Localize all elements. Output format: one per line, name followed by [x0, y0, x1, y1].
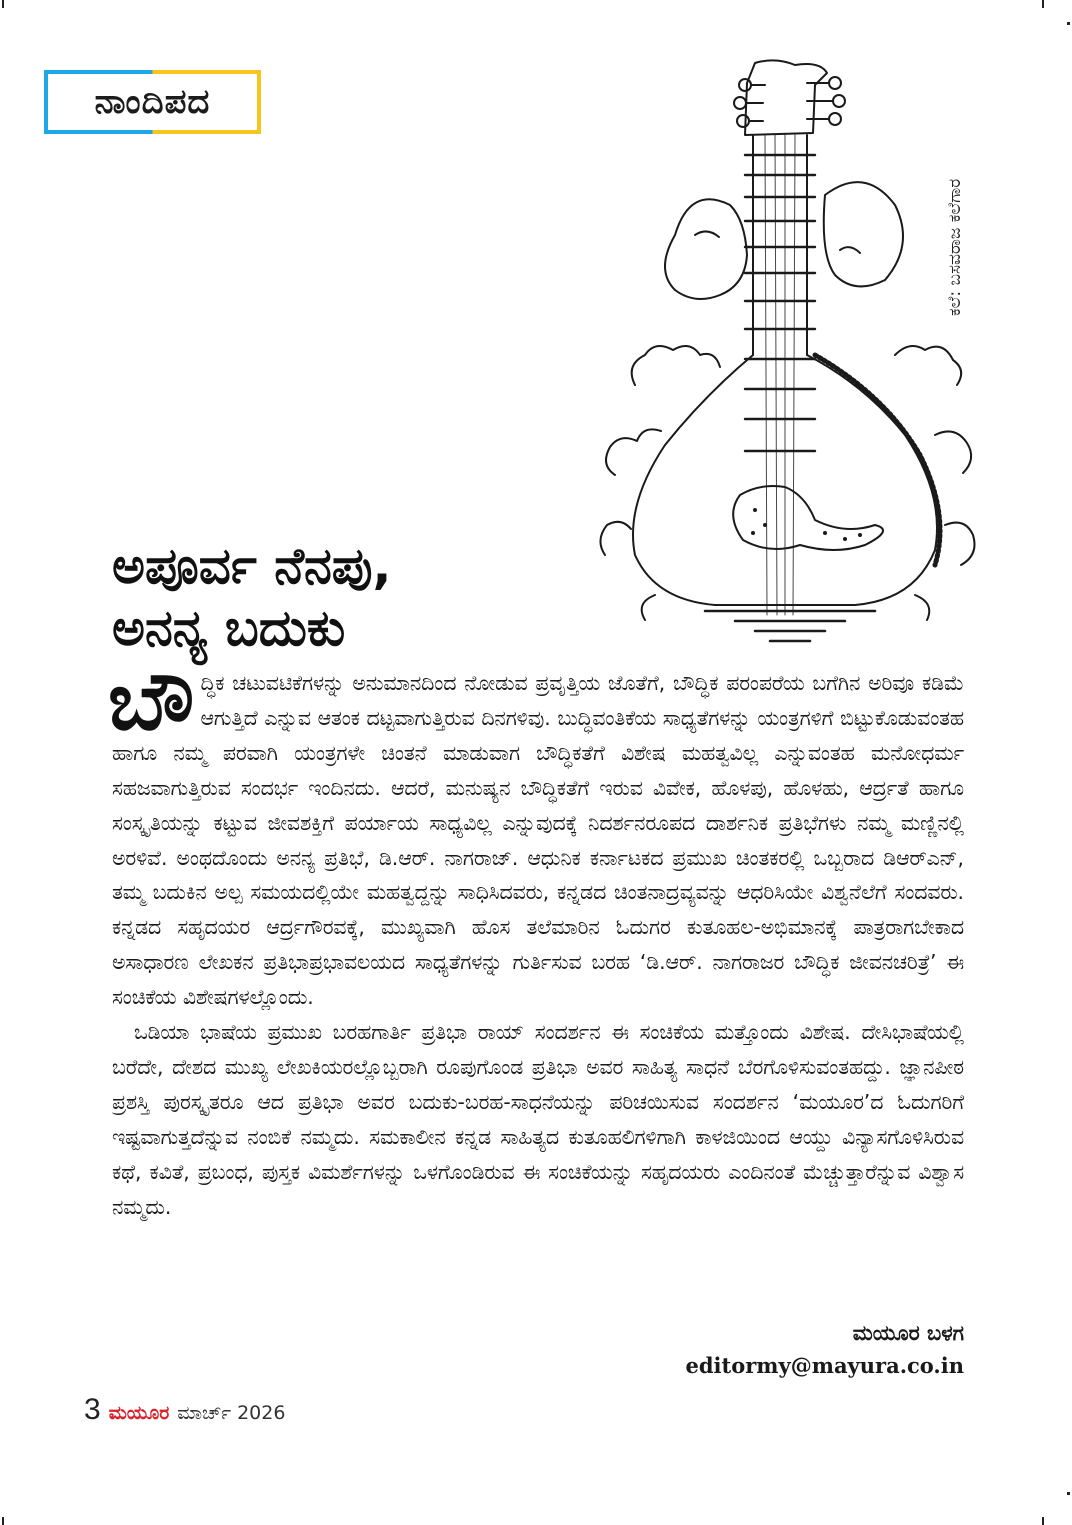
paragraph-text: ಒಡಿಯಾ ಭಾಷೆಯ ಪ್ರಮುಖ ಬರಹಗಾರ್ತಿ ಪ್ರತಿಭಾ ರಾಯ್ ಸಂದರ್ಶನ ಈ ಸಂಚಿಕೆಯ ಮತ್ತೊಂದು ವಿಶೇಷ. ದೇಸಿಭಾಷೆಯಲ್ಲಿ ಬರೆದೇ, ದೇಶದ ಮುಖ್ಯ ಲೇಖಕಿಯರಲ್ಲೊಬ್ಬರಾಗಿ ರೂಪುಗೊಂಡ ಪ್ರತಿಭಾ ಅವರ ಸಾಹಿತ್ಯ ಸಾಧನೆ ಬೆರಗೊಳಿಸುವಂತಹದ್ದು. ಜ್ಞಾನಪೀಠ ಪ್ರಶಸ್ತಿ ಪುರಸ್ಕೃತರೂ ಆದ ಪ್ರತಿಭಾ ಅವರ ಬದುಕು-ಬರಹ-ಸಾಧನೆಯನ್ನು ಪರಿಚಯಿಸುವ ಸಂದರ್ಶನ ‘ಮಯೂರ’ದ ಓದುಗರಿಗೆ ಇಷ್ಟವಾಗುತ್ತದೆನ್ನುವ ನಂಬಿಕೆ ನಮ್ಮದು. ಸಮಕಾಲೀನ ಕನ್ನಡ ಸಾಹಿತ್ಯದ ಕುತೂಹಲಿಗಳಿಗಾಗಿ ಕಾಳಜಿಯಿಂದ ಆಯ್ದು ವಿನ್ಯಾಸಗೊಳಿಸಿರುವ ಕಥೆ, ಕವಿತೆ, ಪ್ರಬಂಧ, ಪುಸ್ತಕ ವಿಮರ್ಶೆಗಳನ್ನು ಒಳಗೊಂಡಿರುವ ಈ ಸಂಚಿಕೆಯನ್ನು ಸಹೃದಯರು ಎಂದಿನಂತೆ ಮೆಚ್ಚುತ್ತಾರೆನ್ನುವ ವಿಶ್ವಾಸ ನಮ್ಮದು.: [112, 1020, 964, 1219]
editor-email-link[interactable]: editormy@mayura.co.in: [685, 1353, 964, 1378]
drop-cap: ಬೌ: [108, 654, 195, 749]
cloud-decoration: [632, 346, 720, 385]
article-paragraph: [112, 1015, 964, 1224]
face-left: [665, 199, 747, 299]
section-tag-label: ನಾಂದಿಪದ: [94, 82, 211, 122]
article-headline: [112, 535, 582, 659]
crop-mark: [2, 1517, 4, 1525]
paragraph-text: ದ್ಧಿಕ ಚಟುವಟಿಕೆಗಳನ್ನು ಅನುಮಾನದಿಂದ ನೋಡುವ ಪ್ರವೃತ್ತಿಯ ಜೊತೆಗೆ, ಬೌದ್ಧಿಕ ಪರಂಪರೆಯ ಬಗೆಗಿನ ಅರಿವೂ ಕಡಿಮೆ ಆಗುತ್ತಿದೆ ಎನ್ನುವ ಆತಂಕ ದಟ್ಟವಾಗುತ್ತಿರುವ ದಿನಗಳಿವು. ಬುದ್ಧಿವಂತಿಕೆಯ ಸಾಧ್ಯತೆಗಳನ್ನು ಯಂತ್ರಗಳಿಗೆ ಬಿಟ್ಟುಕೊಡುವಂತಹ ಹಾಗೂ ನಮ್ಮ ಪರವಾಗಿ ಯಂತ್ರಗಳೇ ಚಿಂತನೆ ಮಾಡುವಾಗ ಬೌದ್ಧಿಕತೆಗೆ ವಿಶೇಷ ಮಹತ್ವವಿಲ್ಲ ಎನ್ನುವಂತಹ ಮನೋಧರ್ಮ ಸಹಜವಾಗುತ್ತಿರುವ ಸಂದರ್ಭ ಇಂದಿನದು. ಆದರೆ, ಮನುಷ್ಯನ ಬೌದ್ಧಿಕತೆಗೆ ಇರುವ ವಿವೇಕ, ಹೊಳಪು, ಹೊಳಹು, ಆರ್ದ್ರತೆ ಹಾಗೂ ಸಂಸ್ಕೃತಿಯನ್ನು ಕಟ್ಟುವ ಜೀವಶಕ್ತಿಗೆ ಪರ್ಯಾಯ ಸಾಧ್ಯವಿಲ್ಲ ಎನ್ನುವುದಕ್ಕೆ ನಿದರ್ಶನರೂಪದ ದಾರ್ಶನಿಕ ಪ್ರತಿಭೆಗಳು ನಮ್ಮ ಮಣ್ಣಿನಲ್ಲಿ ಅರಳಿವೆ. ಅಂಥದೊಂದು ಅನನ್ಯ ಪ್ರತಿಭೆ, ಡಿ.ಆರ್. ನಾಗರಾಜ್. ಆಧುನಿಕ ಕರ್ನಾಟಕದ ಪ್ರಮುಖ ಚಿಂತಕರಲ್ಲಿ ಒಬ್ಬರಾದ ಡಿಆರ್‌ಎನ್, ತಮ್ಮ ಬದುಕಿನ ಅಲ್ಪ ಸಮಯದಲ್ಲಿಯೇ ಮಹತ್ವದ್ದನ್ನು ಸಾಧಿಸಿದವರು, ಕನ್ನಡದ ಚಿಂತನಾದ್ರವ್ಯವನ್ನು ಆಧರಿಸಿಯೇ ವಿಶ್ವನೆಲೆಗೆ ಸಂದವರು. ಕನ್ನಡದ ಸಹೃದಯರ ಆರ್ದ್ರಗೌರವಕ್ಕೆ, ಮುಖ್ಯವಾಗಿ ಹೊಸ ತಲೆಮಾರಿನ ಓದುಗರ ಕುತೂಹಲ-ಅಭಿಮಾನಕ್ಕೆ ಪಾತ್ರರಾಗಬೇಕಾದ ಅಸಾಧಾರಣ ಲೇಖಕನ ಪ್ರತಿಭಾಪ್ರಭಾವಲಯದ ಸಾಧ್ಯತೆಗಳನ್ನು ಗುರ್ತಿಸುವ ಬರಹ ‘ಡಿ.ಆರ್. ನಾಗರಾಜರ ಬೌದ್ಧಿಕ ಜೀವನಚರಿತ್ರೆ’ ಈ ಸಂಚಿಕೆಯ ವಿಶೇಷಗಳಲ್ಲೊಂದು.: [112, 671, 964, 1010]
page-footer: [84, 1393, 285, 1427]
crop-mark: [2, 0, 4, 8]
veena-headstock: [745, 60, 827, 135]
signature-block: [686, 1318, 964, 1384]
crop-mark: [1042, 0, 1044, 8]
signature-name: ಮಯೂರ ಬಳಗ: [852, 1321, 964, 1345]
page-number: 3: [84, 1393, 101, 1426]
veena-illustration: [595, 55, 980, 650]
artist-credit: ಕಲೆ: ಬಸವರಾಜ ಕಲೆಗಾರ: [945, 178, 965, 317]
crop-mark: [1067, 1492, 1070, 1495]
veena-neck: [753, 135, 807, 355]
sound-hole: [733, 486, 883, 550]
issue-date: ಮಾರ್ಚ್ 2026: [177, 1402, 286, 1424]
magazine-logo: ಮಯೂರ: [108, 1402, 170, 1424]
headline-line-2: ಅನನ್ಯ ಬದುಕು: [112, 599, 346, 657]
crop-mark: [1067, 22, 1070, 25]
face-right: [824, 182, 903, 286]
article-body: [108, 654, 964, 1225]
section-tag: [44, 70, 261, 134]
crop-mark: [1042, 1517, 1044, 1525]
headline-line-1: ಅಪೂರ್ವ ನೆನಪು,: [112, 537, 392, 595]
article-paragraph: [108, 654, 964, 1015]
